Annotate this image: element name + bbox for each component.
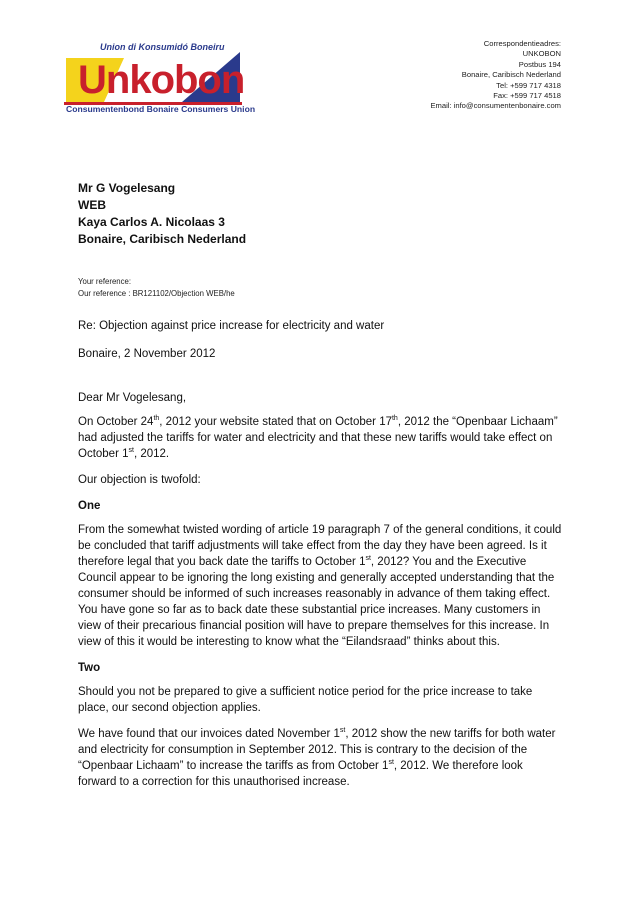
address-po-box: Postbus 194 <box>518 59 561 69</box>
logo-tagline-bottom: Consumentenbond Bonaire Consumers Union <box>66 104 256 114</box>
your-reference: Your reference: <box>78 277 132 286</box>
references <box>78 276 235 300</box>
address-tel: Tel: +599 717 4318 <box>496 80 561 90</box>
logo-tagline-top: Union di Konsumidó Boneiru <box>100 42 225 52</box>
our-reference: Our reference : BR121102/Objection WEB/he <box>78 289 235 298</box>
recipient-address <box>78 180 246 248</box>
address-label: Correspondentieadres: <box>483 39 561 48</box>
heading-two: Two <box>78 662 101 674</box>
place-date: Bonaire, 2 November 2012 <box>78 348 216 360</box>
recipient-locality: Bonaire, Caribisch Nederland <box>78 232 247 246</box>
recipient-street: Kaya Carlos A. Nicolaas 3 <box>78 215 225 229</box>
recipient-name: Mr G Vogelesang <box>78 181 176 195</box>
unkobon-logo <box>64 40 256 120</box>
paragraph-two: Should you not be prepared to give a sufficient notice period for the price increase to take place, our second objection applies. <box>78 686 533 714</box>
address-name: UNKOBON <box>522 49 561 59</box>
logo-wordmark: Unkobon <box>78 58 245 102</box>
paragraph-one: From the somewhat twisted wording of article 19 paragraph 7 of the general conditions, it could be concluded that tariff adjustments will take effect from the day they have been agreed. Is it therefore legal that you back date the tariffs to October 1st, 2012? You and the Executive Council appear to be ignoring the long existing and generally accepted understanding that the consumer should be informed of such increases reasonably in advance of them taking effect. You have gone so far as to back date these substantial price increases. Many customers in view of their precarious financial position will have to prepare themselves for this increase. In view of this it would be interesting to know what the “Eilandsraad” thinks about this. <box>78 524 562 648</box>
correspondence-address <box>430 39 561 112</box>
paragraph-twofold: Our objection is twofold: <box>78 474 201 486</box>
address-email: Email: info@consumentenbonaire.com <box>430 101 561 111</box>
subject-line: Re: Objection against price increase for electricity and water <box>78 320 385 332</box>
salutation: Dear Mr Vogelesang, <box>78 392 187 404</box>
recipient-org: WEB <box>78 198 106 212</box>
paragraph-invoices: We have found that our invoices dated November 1st, 2012 show the new tariffs for both water and electricity for consumption in September 2012. This is contrary to the decision of the “Openbaar Lichaam” to increase the tariffs as from October 1st, 2012. We therefore look forward to a correction for this unauthorised increase. <box>78 727 556 788</box>
letter-body <box>78 318 562 800</box>
address-locality: Bonaire, Caribisch Nederland <box>461 70 561 80</box>
paragraph-intro: On October 24th, 2012 your website stated that on October 17th, 2012 the “Openbaar Lichaam” had adjusted the tariffs for water and electricity and that these new tariffs would take effect on October 1st, 2012. <box>78 415 558 460</box>
heading-one: One <box>78 500 101 512</box>
address-fax: Fax: +599 717 4518 <box>493 91 561 101</box>
